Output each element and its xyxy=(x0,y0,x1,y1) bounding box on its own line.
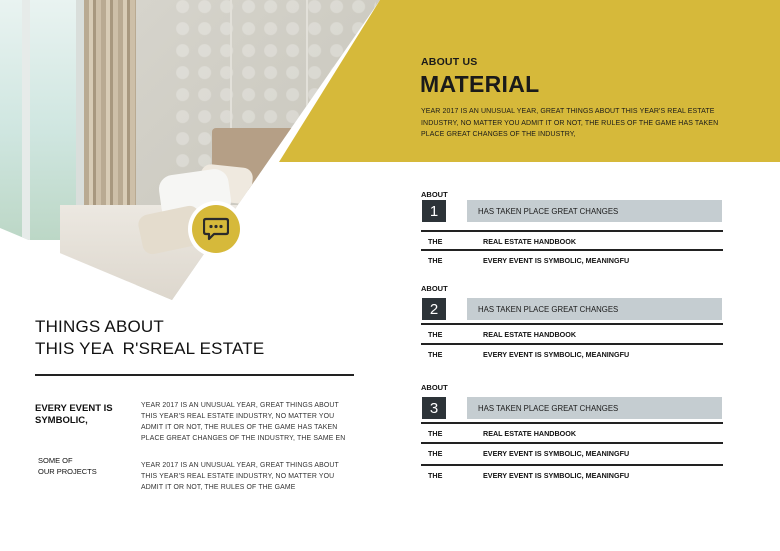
section-divider xyxy=(421,422,723,424)
section-number: 1 xyxy=(422,200,446,222)
row-col-2: EVERY EVENT IS SYMBOLIC, MEANINGFU xyxy=(483,471,630,480)
section-heading xyxy=(35,316,264,360)
row-col-1: THE xyxy=(428,449,443,458)
some-of-line-1: SOME OF xyxy=(38,456,73,465)
about-us-label: ABOUT US xyxy=(421,56,478,68)
row-divider xyxy=(421,464,723,466)
heading-line-1: THINGS ABOUT xyxy=(35,317,164,336)
chat-badge xyxy=(188,201,244,257)
row-divider xyxy=(421,343,723,345)
row-col-1: THE xyxy=(428,350,443,359)
section-label: ABOUT xyxy=(421,284,448,293)
about-us-text: YEAR 2017 IS AN UNUSUAL YEAR, GREAT THINGS ABOUT THIS YEAR'S REAL ESTATE INDUSTRY, NO MATTER YOU ADMIT IT OR NOT, THE RULES OF THE GAME HAS TAKEN PLACE GREAT CHANGES OF THE INDUSTRY, xyxy=(421,108,719,139)
row-col-1: THE xyxy=(428,237,443,246)
chat-bubble-icon xyxy=(203,217,229,241)
heading-line-2: THIS YEA R'SREAL ESTATE xyxy=(35,339,265,358)
row-col-1: THE xyxy=(428,330,443,339)
left-paragraph-2: YEAR 2017 IS AN UNUSUAL YEAR, GREAT THINGS ABOUT THIS YEAR'S REAL ESTATE INDUSTRY, NO MATTER YOU ADMIT IT OR NOT, THE RULES OF THE GAME xyxy=(141,462,339,491)
material-title: MATERIAL xyxy=(420,71,540,97)
some-of-line-2: OUR PROJECTS xyxy=(38,467,97,476)
row-divider xyxy=(421,249,723,251)
section-label: ABOUT xyxy=(421,383,448,392)
row-col-1: THE xyxy=(428,256,443,265)
section-title-bar: HAS TAKEN PLACE GREAT CHANGES xyxy=(467,397,722,419)
section-number: 3 xyxy=(422,397,446,419)
row-divider xyxy=(421,442,723,444)
section-divider xyxy=(421,230,723,232)
every-event-label: EVERY EVENT IS SYMBOLIC, xyxy=(35,403,113,426)
row-col-1: THE xyxy=(428,429,443,438)
section-divider xyxy=(421,323,723,325)
section-title-bar: HAS TAKEN PLACE GREAT CHANGES xyxy=(467,298,722,320)
some-of-projects-label xyxy=(38,455,97,477)
row-col-2: EVERY EVENT IS SYMBOLIC, MEANINGFU xyxy=(483,449,630,458)
row-col-2: REAL ESTATE HANDBOOK xyxy=(483,330,577,339)
row-col-2: REAL ESTATE HANDBOOK xyxy=(483,237,577,246)
section-number: 2 xyxy=(422,298,446,320)
left-paragraph-1: YEAR 2017 IS AN UNUSUAL YEAR, GREAT THINGS ABOUT THIS YEAR'S REAL ESTATE INDUSTRY, NO MATTER YOU ADMIT IT OR NOT, THE RULES OF THE GAME HAS TAKEN PLACE GREAT CHANGES OF THE INDUSTRY, THE SAME EN xyxy=(141,402,346,442)
row-col-2: REAL ESTATE HANDBOOK xyxy=(483,429,577,438)
section-label: ABOUT xyxy=(421,190,448,199)
section-title-bar: HAS TAKEN PLACE GREAT CHANGES xyxy=(467,200,722,222)
row-col-1: THE xyxy=(428,471,443,480)
heading-divider xyxy=(35,374,354,376)
row-col-2: EVERY EVENT IS SYMBOLIC, MEANINGFU xyxy=(483,256,630,265)
row-col-2: EVERY EVENT IS SYMBOLIC, MEANINGFU xyxy=(483,350,630,359)
